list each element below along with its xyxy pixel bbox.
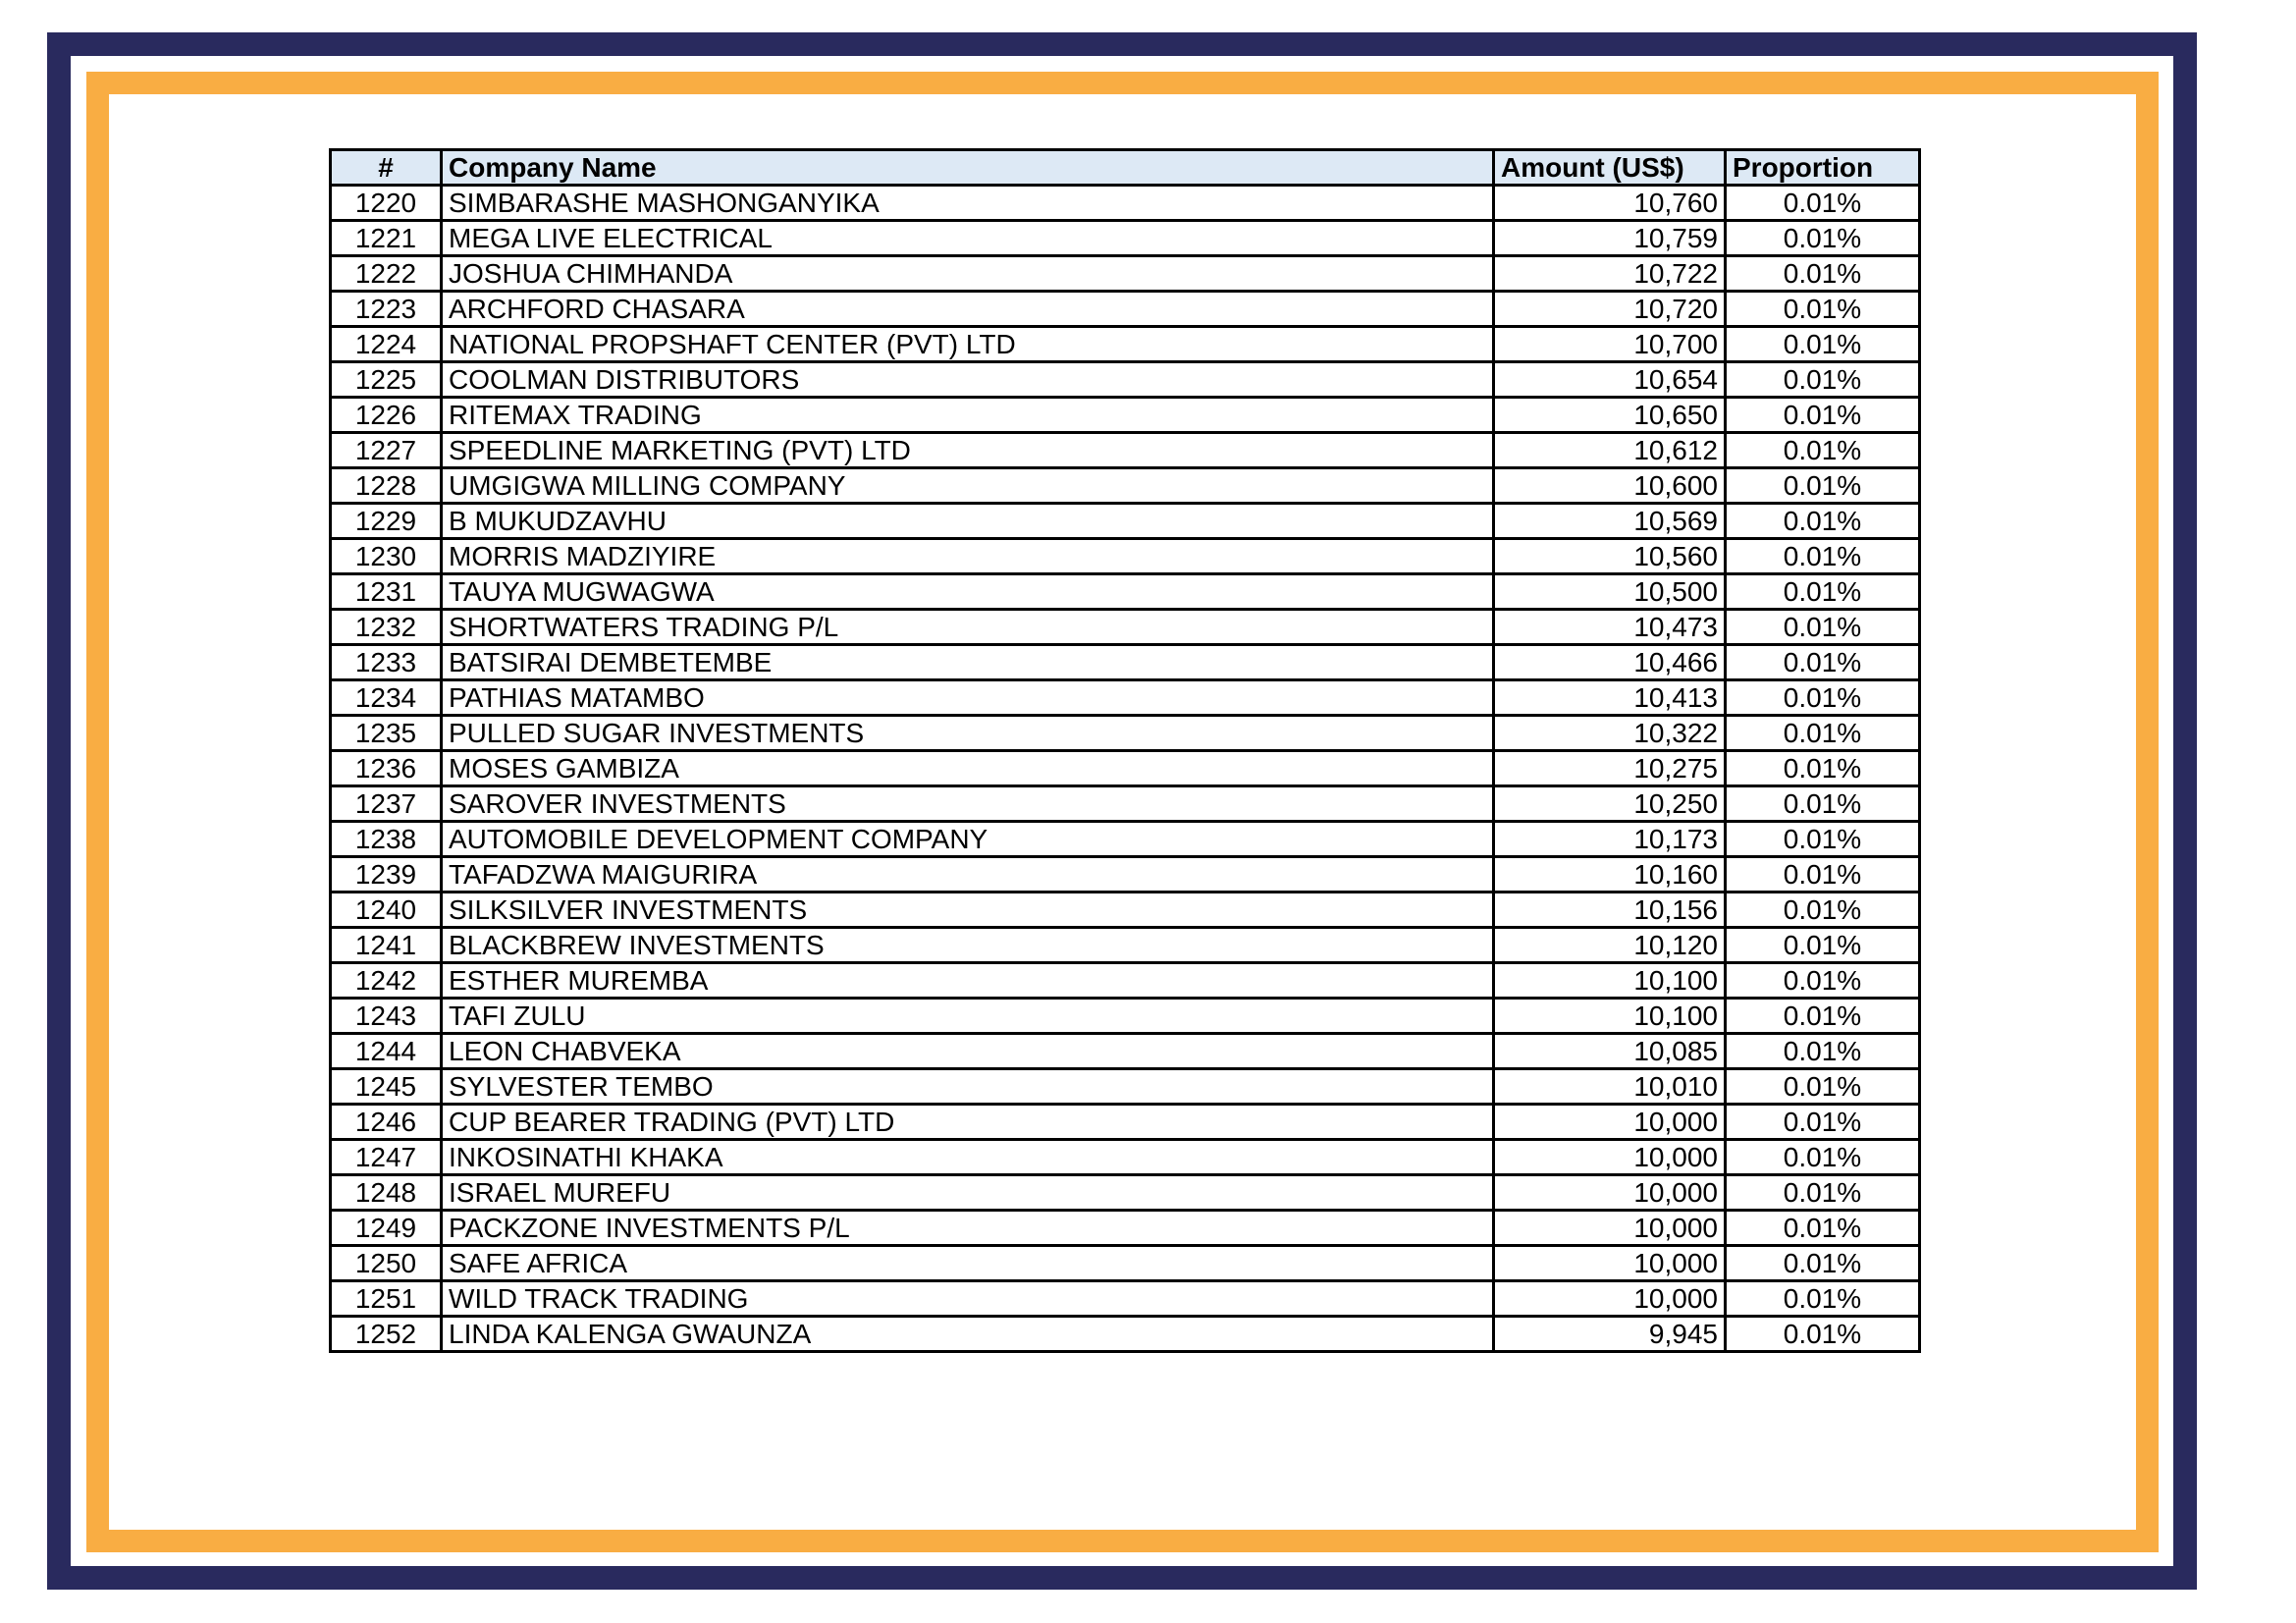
row-number: 1231 [331,574,442,610]
proportion-value: 0.01% [1726,963,1920,999]
proportion-value: 0.01% [1726,645,1920,680]
proportion-value: 0.01% [1726,751,1920,786]
row-number: 1227 [331,433,442,468]
row-number: 1240 [331,893,442,928]
amount-value: 9,945 [1494,1317,1726,1352]
row-number: 1221 [331,221,442,256]
company-name: SAROVER INVESTMENTS [442,786,1494,822]
proportion-value: 0.01% [1726,1140,1920,1175]
row-number: 1235 [331,716,442,751]
proportion-value: 0.01% [1726,1175,1920,1211]
proportion-value: 0.01% [1726,822,1920,857]
amount-value: 10,600 [1494,468,1726,504]
proportion-value: 0.01% [1726,857,1920,893]
amount-value: 10,156 [1494,893,1726,928]
proportion-value: 0.01% [1726,1105,1920,1140]
proportion-value: 0.01% [1726,1281,1920,1317]
amount-value: 10,000 [1494,1211,1726,1246]
company-name: TAFI ZULU [442,999,1494,1034]
amount-value: 10,560 [1494,539,1726,574]
amount-value: 10,100 [1494,999,1726,1034]
row-number: 1223 [331,292,442,327]
amount-value: 10,160 [1494,857,1726,893]
company-name: SPEEDLINE MARKETING (PVT) LTD [442,433,1494,468]
table-row [331,433,1920,468]
proportion-value: 0.01% [1726,1069,1920,1105]
amount-value: 10,250 [1494,786,1726,822]
company-name: SIMBARASHE MASHONGANYIKA [442,186,1494,221]
row-number: 1236 [331,751,442,786]
company-name: TAFADZWA MAIGURIRA [442,857,1494,893]
company-name: SILKSILVER INVESTMENTS [442,893,1494,928]
company-name: CUP BEARER TRADING (PVT) LTD [442,1105,1494,1140]
company-name: BATSIRAI DEMBETEMBE [442,645,1494,680]
table-row [331,574,1920,610]
proportion-value: 0.01% [1726,468,1920,504]
table-row [331,1140,1920,1175]
table-row [331,928,1920,963]
company-name: MEGA LIVE ELECTRICAL [442,221,1494,256]
proportion-value: 0.01% [1726,327,1920,362]
proportion-value: 0.01% [1726,786,1920,822]
table-row [331,822,1920,857]
row-number: 1234 [331,680,442,716]
proportion-value: 0.01% [1726,1211,1920,1246]
table-row [331,221,1920,256]
table-row [331,468,1920,504]
amount-value: 10,413 [1494,680,1726,716]
table-row [331,1069,1920,1105]
table-row [331,1317,1920,1352]
table-row [331,999,1920,1034]
table-row [331,292,1920,327]
company-name: B MUKUDZAVHU [442,504,1494,539]
proportion-value: 0.01% [1726,928,1920,963]
proportion-value: 0.01% [1726,999,1920,1034]
company-name: SHORTWATERS TRADING P/L [442,610,1494,645]
amount-value: 10,322 [1494,716,1726,751]
company-name: ESTHER MUREMBA [442,963,1494,999]
table-row [331,1246,1920,1281]
company-name: NATIONAL PROPSHAFT CENTER (PVT) LTD [442,327,1494,362]
proportion-value: 0.01% [1726,716,1920,751]
table-row [331,1105,1920,1140]
table-row [331,327,1920,362]
amount-value: 10,000 [1494,1140,1726,1175]
amount-value: 10,000 [1494,1246,1726,1281]
company-name: UMGIGWA MILLING COMPANY [442,468,1494,504]
company-name: SAFE AFRICA [442,1246,1494,1281]
proportion-value: 0.01% [1726,504,1920,539]
amount-value: 10,650 [1494,398,1726,433]
amount-value: 10,000 [1494,1105,1726,1140]
company-name: MORRIS MADZIYIRE [442,539,1494,574]
table-body [331,186,1920,1352]
amount-value: 10,569 [1494,504,1726,539]
row-number: 1251 [331,1281,442,1317]
proportion-value: 0.01% [1726,1246,1920,1281]
row-number: 1225 [331,362,442,398]
table-row [331,256,1920,292]
amount-value: 10,100 [1494,963,1726,999]
company-amount-table [329,148,1921,1353]
amount-value: 10,466 [1494,645,1726,680]
amount-value: 10,722 [1494,256,1726,292]
row-number: 1239 [331,857,442,893]
amount-value: 10,654 [1494,362,1726,398]
company-name: JOSHUA CHIMHANDA [442,256,1494,292]
amount-value: 10,085 [1494,1034,1726,1069]
header-number: # [331,150,442,186]
company-name: AUTOMOBILE DEVELOPMENT COMPANY [442,822,1494,857]
company-name: COOLMAN DISTRIBUTORS [442,362,1494,398]
company-name: SYLVESTER TEMBO [442,1069,1494,1105]
proportion-value: 0.01% [1726,398,1920,433]
company-name: WILD TRACK TRADING [442,1281,1494,1317]
proportion-value: 0.01% [1726,893,1920,928]
amount-value: 10,612 [1494,433,1726,468]
row-number: 1249 [331,1211,442,1246]
company-name: ISRAEL MUREFU [442,1175,1494,1211]
row-number: 1245 [331,1069,442,1105]
company-name: RITEMAX TRADING [442,398,1494,433]
amount-value: 10,173 [1494,822,1726,857]
amount-value: 10,720 [1494,292,1726,327]
row-number: 1237 [331,786,442,822]
company-name: TAUYA MUGWAGWA [442,574,1494,610]
proportion-value: 0.01% [1726,292,1920,327]
amount-value: 10,500 [1494,574,1726,610]
table-header-row [331,150,1920,186]
row-number: 1220 [331,186,442,221]
table-row [331,857,1920,893]
row-number: 1250 [331,1246,442,1281]
proportion-value: 0.01% [1726,362,1920,398]
row-number: 1242 [331,963,442,999]
table-row [331,893,1920,928]
amount-value: 10,000 [1494,1281,1726,1317]
row-number: 1222 [331,256,442,292]
table-row [331,645,1920,680]
table-row [331,1034,1920,1069]
row-number: 1224 [331,327,442,362]
table-row [331,610,1920,645]
table-row [331,680,1920,716]
proportion-value: 0.01% [1726,256,1920,292]
amount-value: 10,759 [1494,221,1726,256]
table-row [331,539,1920,574]
row-number: 1229 [331,504,442,539]
proportion-value: 0.01% [1726,539,1920,574]
row-number: 1226 [331,398,442,433]
proportion-value: 0.01% [1726,574,1920,610]
header-proportion: Proportion [1726,150,1920,186]
row-number: 1228 [331,468,442,504]
table-row [331,786,1920,822]
amount-value: 10,010 [1494,1069,1726,1105]
row-number: 1243 [331,999,442,1034]
company-name: MOSES GAMBIZA [442,751,1494,786]
header-company-name: Company Name [442,150,1494,186]
proportion-value: 0.01% [1726,680,1920,716]
table-row [331,1211,1920,1246]
amount-value: 10,000 [1494,1175,1726,1211]
proportion-value: 0.01% [1726,186,1920,221]
table-row [331,1175,1920,1211]
amount-value: 10,760 [1494,186,1726,221]
row-number: 1247 [331,1140,442,1175]
table-row [331,504,1920,539]
company-name: LINDA KALENGA GWAUNZA [442,1317,1494,1352]
amount-value: 10,275 [1494,751,1726,786]
table-row [331,716,1920,751]
proportion-value: 0.01% [1726,1034,1920,1069]
amount-value: 10,473 [1494,610,1726,645]
amount-value: 10,120 [1494,928,1726,963]
row-number: 1246 [331,1105,442,1140]
company-name: PATHIAS MATAMBO [442,680,1494,716]
proportion-value: 0.01% [1726,1317,1920,1352]
row-number: 1244 [331,1034,442,1069]
company-name: ARCHFORD CHASARA [442,292,1494,327]
amount-value: 10,700 [1494,327,1726,362]
row-number: 1233 [331,645,442,680]
company-name: PULLED SUGAR INVESTMENTS [442,716,1494,751]
row-number: 1241 [331,928,442,963]
proportion-value: 0.01% [1726,221,1920,256]
company-name: INKOSINATHI KHAKA [442,1140,1494,1175]
table-row [331,963,1920,999]
row-number: 1238 [331,822,442,857]
row-number: 1230 [331,539,442,574]
table-row [331,362,1920,398]
row-number: 1252 [331,1317,442,1352]
table-row [331,751,1920,786]
table-row [331,398,1920,433]
company-name: LEON CHABVEKA [442,1034,1494,1069]
row-number: 1232 [331,610,442,645]
company-name: PACKZONE INVESTMENTS P/L [442,1211,1494,1246]
row-number: 1248 [331,1175,442,1211]
company-name: BLACKBREW INVESTMENTS [442,928,1494,963]
table-row [331,186,1920,221]
proportion-value: 0.01% [1726,433,1920,468]
proportion-value: 0.01% [1726,610,1920,645]
table-row [331,1281,1920,1317]
header-amount: Amount (US$) [1494,150,1726,186]
